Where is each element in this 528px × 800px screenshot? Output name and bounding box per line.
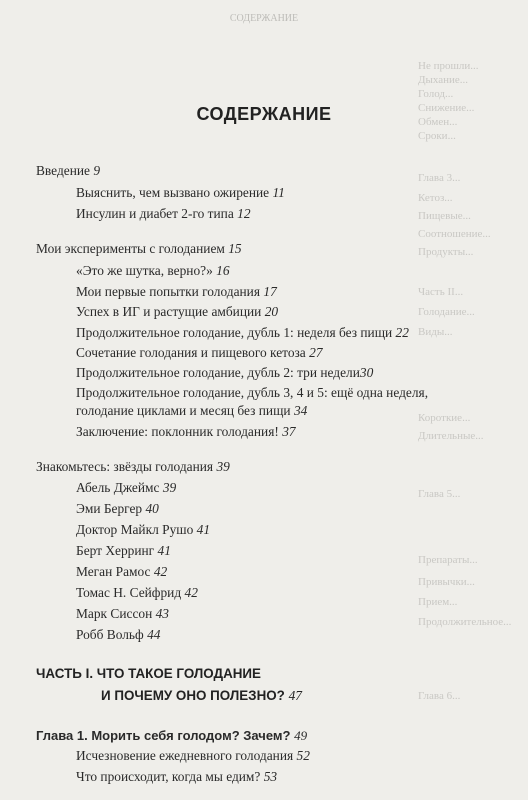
toc-entry-label: Меган Рамос bbox=[76, 564, 151, 579]
toc-page-number: 11 bbox=[272, 185, 285, 200]
toc-entry-label: Мои первые попытки голодания bbox=[76, 284, 261, 299]
toc-page-number: 12 bbox=[237, 206, 251, 221]
toc-entry-label: Берт Херринг bbox=[76, 543, 155, 558]
toc-part-line2: И ПОЧЕМУ ОНО ПОЛЕЗНО? bbox=[101, 688, 285, 703]
toc-entry-label: «Это же шутка, верно?» bbox=[76, 263, 213, 278]
bleed-line: Глава 6... bbox=[418, 690, 461, 702]
toc-subentry[interactable] bbox=[76, 326, 409, 339]
toc-subentry[interactable] bbox=[76, 305, 278, 318]
toc-part-heading[interactable] bbox=[36, 666, 261, 681]
bleed-through-header: СОДЕРЖАНИЕ bbox=[229, 13, 299, 24]
toc-page-number: 49 bbox=[294, 728, 308, 743]
toc-page-number: 9 bbox=[93, 163, 101, 178]
toc-entry-label: Продолжительное голодание, дубль 2: три недели bbox=[76, 365, 360, 380]
bleed-line: Часть II... bbox=[418, 286, 464, 298]
toc-page-number: 43 bbox=[155, 606, 169, 621]
toc-page-number: 42 bbox=[153, 564, 168, 579]
toc-page-number: 40 bbox=[145, 501, 159, 516]
bleed-line: Прием... bbox=[418, 596, 458, 608]
toc-subentry[interactable] bbox=[76, 628, 160, 641]
toc-entry-label: Мои эксперименты с голоданием bbox=[36, 241, 225, 256]
bleed-line: Препараты... bbox=[418, 554, 478, 566]
toc-subentry[interactable] bbox=[76, 565, 167, 578]
toc-entry-stars[interactable] bbox=[36, 460, 230, 473]
toc-entry-label: Что происходит, когда мы едим? bbox=[76, 769, 261, 784]
toc-page-number: 30 bbox=[359, 365, 374, 380]
toc-subentry[interactable] bbox=[76, 186, 285, 199]
toc-entry-label: Введение bbox=[36, 163, 90, 178]
toc-subentry[interactable] bbox=[76, 346, 323, 359]
toc-subentry[interactable] bbox=[76, 586, 198, 599]
toc-subentry[interactable] bbox=[76, 502, 159, 515]
toc-entry-label: Доктор Майкл Рушо bbox=[76, 522, 194, 537]
toc-entry-label: голодание циклами и месяц без пищи bbox=[76, 403, 291, 418]
toc-subentry[interactable] bbox=[76, 425, 296, 438]
toc-chapter[interactable] bbox=[36, 728, 307, 744]
bleed-line: Соотношение... bbox=[418, 228, 491, 240]
toc-entry-intro[interactable] bbox=[36, 164, 100, 177]
toc-page-number: 53 bbox=[263, 769, 278, 784]
bleed-line: Обмен... bbox=[418, 116, 458, 128]
toc-page-number: 34 bbox=[293, 403, 308, 418]
toc-part-line1: ЧАСТЬ I. ЧТО ТАКОЕ ГОЛОДАНИЕ bbox=[36, 666, 261, 681]
toc-entry-label: Знакомьтесь: звёзды голодания bbox=[36, 459, 214, 474]
toc-entry-label: Инсулин и диабет 2-го типа bbox=[76, 206, 234, 221]
toc-page-number: 42 bbox=[184, 585, 198, 600]
bleed-line: Пищевые... bbox=[418, 210, 471, 222]
toc-entry-label: Заключение: поклонник голодания! bbox=[76, 424, 279, 439]
toc-page-number: 15 bbox=[228, 241, 242, 256]
toc-entry-label: Выяснить, чем вызвано ожирение bbox=[76, 185, 270, 200]
toc-subentry[interactable] bbox=[76, 264, 230, 277]
toc-subentry[interactable] bbox=[76, 481, 176, 494]
toc-page-number: 20 bbox=[264, 304, 279, 319]
toc-entry-label: Исчезновение ежедневного голодания bbox=[76, 748, 294, 763]
toc-subentry-continuation[interactable] bbox=[76, 404, 307, 417]
toc-page-number: 27 bbox=[309, 345, 323, 360]
bleed-line: Снижение... bbox=[418, 102, 475, 114]
toc-entry-label: Эми Бергер bbox=[76, 501, 143, 516]
toc-subentry[interactable] bbox=[76, 607, 169, 620]
toc-page-number: 16 bbox=[216, 263, 230, 278]
bleed-line: Сроки... bbox=[418, 130, 456, 142]
toc-page-number: 37 bbox=[282, 424, 296, 439]
toc-page-number: 52 bbox=[296, 748, 310, 763]
toc-page-number: 39 bbox=[216, 459, 230, 474]
toc-subentry[interactable] bbox=[76, 770, 277, 783]
bleed-line: Короткие... bbox=[418, 412, 471, 424]
toc-entry-label: Сочетание голодания и пищевого кетоза bbox=[76, 345, 306, 360]
bleed-line: Продукты... bbox=[418, 246, 474, 258]
toc-subentry[interactable] bbox=[76, 386, 428, 399]
bleed-line: Виды... bbox=[418, 326, 453, 338]
toc-entry-label: Продолжительное голодание, дубль 1: неделя без пищи bbox=[76, 325, 393, 340]
page-title: СОДЕРЖАНИЕ bbox=[196, 104, 332, 124]
bleed-line: Глава 3... bbox=[418, 172, 461, 184]
toc-entry-label: Успех в ИГ и растущие амбиции bbox=[76, 304, 262, 319]
toc-entry-label: Марк Сиссон bbox=[76, 606, 153, 621]
toc-subentry[interactable] bbox=[76, 285, 277, 298]
toc-page-number: 39 bbox=[162, 480, 177, 495]
toc-subentry[interactable] bbox=[76, 544, 171, 557]
bleed-line: Голод... bbox=[418, 88, 454, 100]
toc-page-number: 41 bbox=[196, 522, 211, 537]
toc-entry-label: Абель Джеймс bbox=[76, 480, 160, 495]
toc-entry-experiments[interactable] bbox=[36, 242, 242, 255]
toc-part-heading-continuation[interactable] bbox=[101, 688, 302, 704]
bleed-line: Голодание... bbox=[418, 306, 475, 318]
toc-page-number: 41 bbox=[157, 543, 171, 558]
toc-page-number: 44 bbox=[147, 627, 161, 642]
toc-subentry[interactable] bbox=[76, 366, 373, 379]
toc-subentry[interactable] bbox=[76, 749, 310, 762]
bleed-line: Не прошли... bbox=[418, 60, 479, 72]
toc-subentry[interactable] bbox=[76, 207, 251, 220]
bleed-line: Дыхание... bbox=[418, 74, 469, 86]
toc-entry-label: Томас Н. Сейфрид bbox=[76, 585, 182, 600]
bleed-line: Длительные... bbox=[418, 430, 484, 442]
bleed-line: Продолжительное... bbox=[418, 616, 512, 628]
toc-chapter-label: Глава 1. Морить себя голодом? Зачем? bbox=[36, 728, 291, 743]
toc-entry-label: Робб Вольф bbox=[76, 627, 144, 642]
toc-page-number: 47 bbox=[288, 688, 302, 703]
toc-entry-label: Продолжительное голодание, дубль 3, 4 и 5: ещё одна неделя, bbox=[76, 385, 429, 400]
bleed-line: Глава 5... bbox=[418, 488, 461, 500]
bleed-line: Привычки... bbox=[418, 576, 475, 588]
toc-page-number: 17 bbox=[263, 284, 277, 299]
toc-subentry[interactable] bbox=[76, 523, 210, 536]
bleed-line: Кетоз... bbox=[418, 192, 453, 204]
toc-page-number: 22 bbox=[395, 325, 409, 340]
